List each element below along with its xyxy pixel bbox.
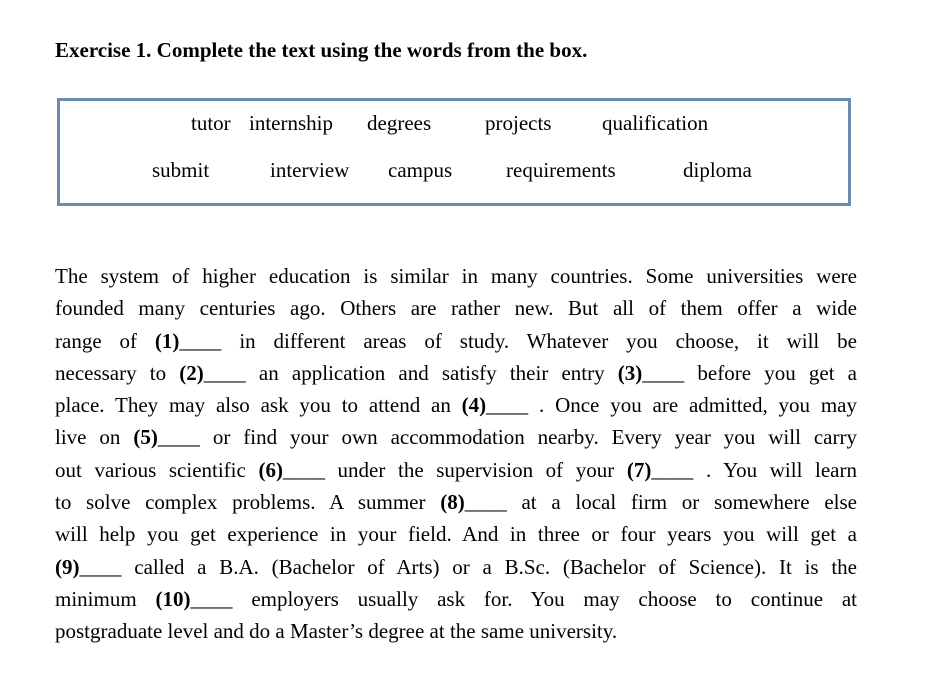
word-interview: interview	[270, 158, 350, 182]
passage-line: minimum (10)____ employers usually ask for. You may choose to continue at	[55, 586, 857, 611]
word-requirements: requirements	[506, 158, 616, 182]
word-projects: projects	[485, 111, 552, 135]
gap-5[interactable]: (5)____	[133, 425, 200, 450]
gap-6[interactable]: (6)____	[258, 457, 325, 482]
passage-line: founded many centuries ago. Others are rather new. But all of them offer a wide	[55, 296, 857, 321]
exercise-title: Exercise 1. Complete the text using the words from the box.	[55, 38, 588, 62]
passage-line: range of (1)____ in different areas of study. Whatever you choose, it will be	[55, 328, 857, 353]
passage-line: necessary to (2)____ an application and satisfy their entry (3)____ before you get a	[55, 360, 858, 385]
gap-9[interactable]: (9)____	[55, 554, 122, 579]
gap-10[interactable]: (10)____	[155, 586, 233, 611]
passage-line: live on (5)____ or find your own accommodation nearby. Every year you will carry	[55, 425, 857, 450]
passage-line: to solve complex problems. A summer (8)____ at a local firm or somewhere else	[55, 490, 857, 515]
passage-text	[55, 260, 857, 648]
gap-3[interactable]: (3)____	[617, 360, 685, 385]
passage-line: The system of higher education is similar in many countries. Some universities were	[55, 264, 857, 288]
word-diploma: diploma	[683, 158, 752, 182]
word-box	[57, 98, 851, 206]
word-tutor: tutor	[191, 111, 231, 135]
word-qualification: qualification	[602, 111, 709, 135]
word-internship: internship	[249, 111, 333, 135]
passage-line: will help you get experience in your field. And in three or four years you will get a	[55, 522, 857, 547]
gap-4[interactable]: (4)____	[461, 393, 529, 418]
passage-line: (9)____ called a B.A. (Bachelor of Arts) or a B.Sc. (Bachelor of Science). It is the	[55, 554, 857, 579]
passage-line: out various scientific (6)____ under the supervision of your (7)____ . You will learn	[55, 457, 857, 482]
passage-line: place. They may also ask you to attend an (4)____ . Once you are admitted, you may	[55, 393, 858, 418]
gap-7[interactable]: (7)____	[626, 457, 694, 482]
passage-line: postgraduate level and do a Master’s degree at the same university.	[55, 619, 618, 644]
word-degrees: degrees	[367, 111, 432, 135]
gap-2[interactable]: (2)____	[179, 360, 246, 385]
gap-8[interactable]: (8)____	[440, 490, 507, 515]
gap-1[interactable]: (1)____	[154, 328, 222, 353]
word-campus: campus	[388, 158, 453, 182]
word-submit: submit	[152, 158, 210, 182]
